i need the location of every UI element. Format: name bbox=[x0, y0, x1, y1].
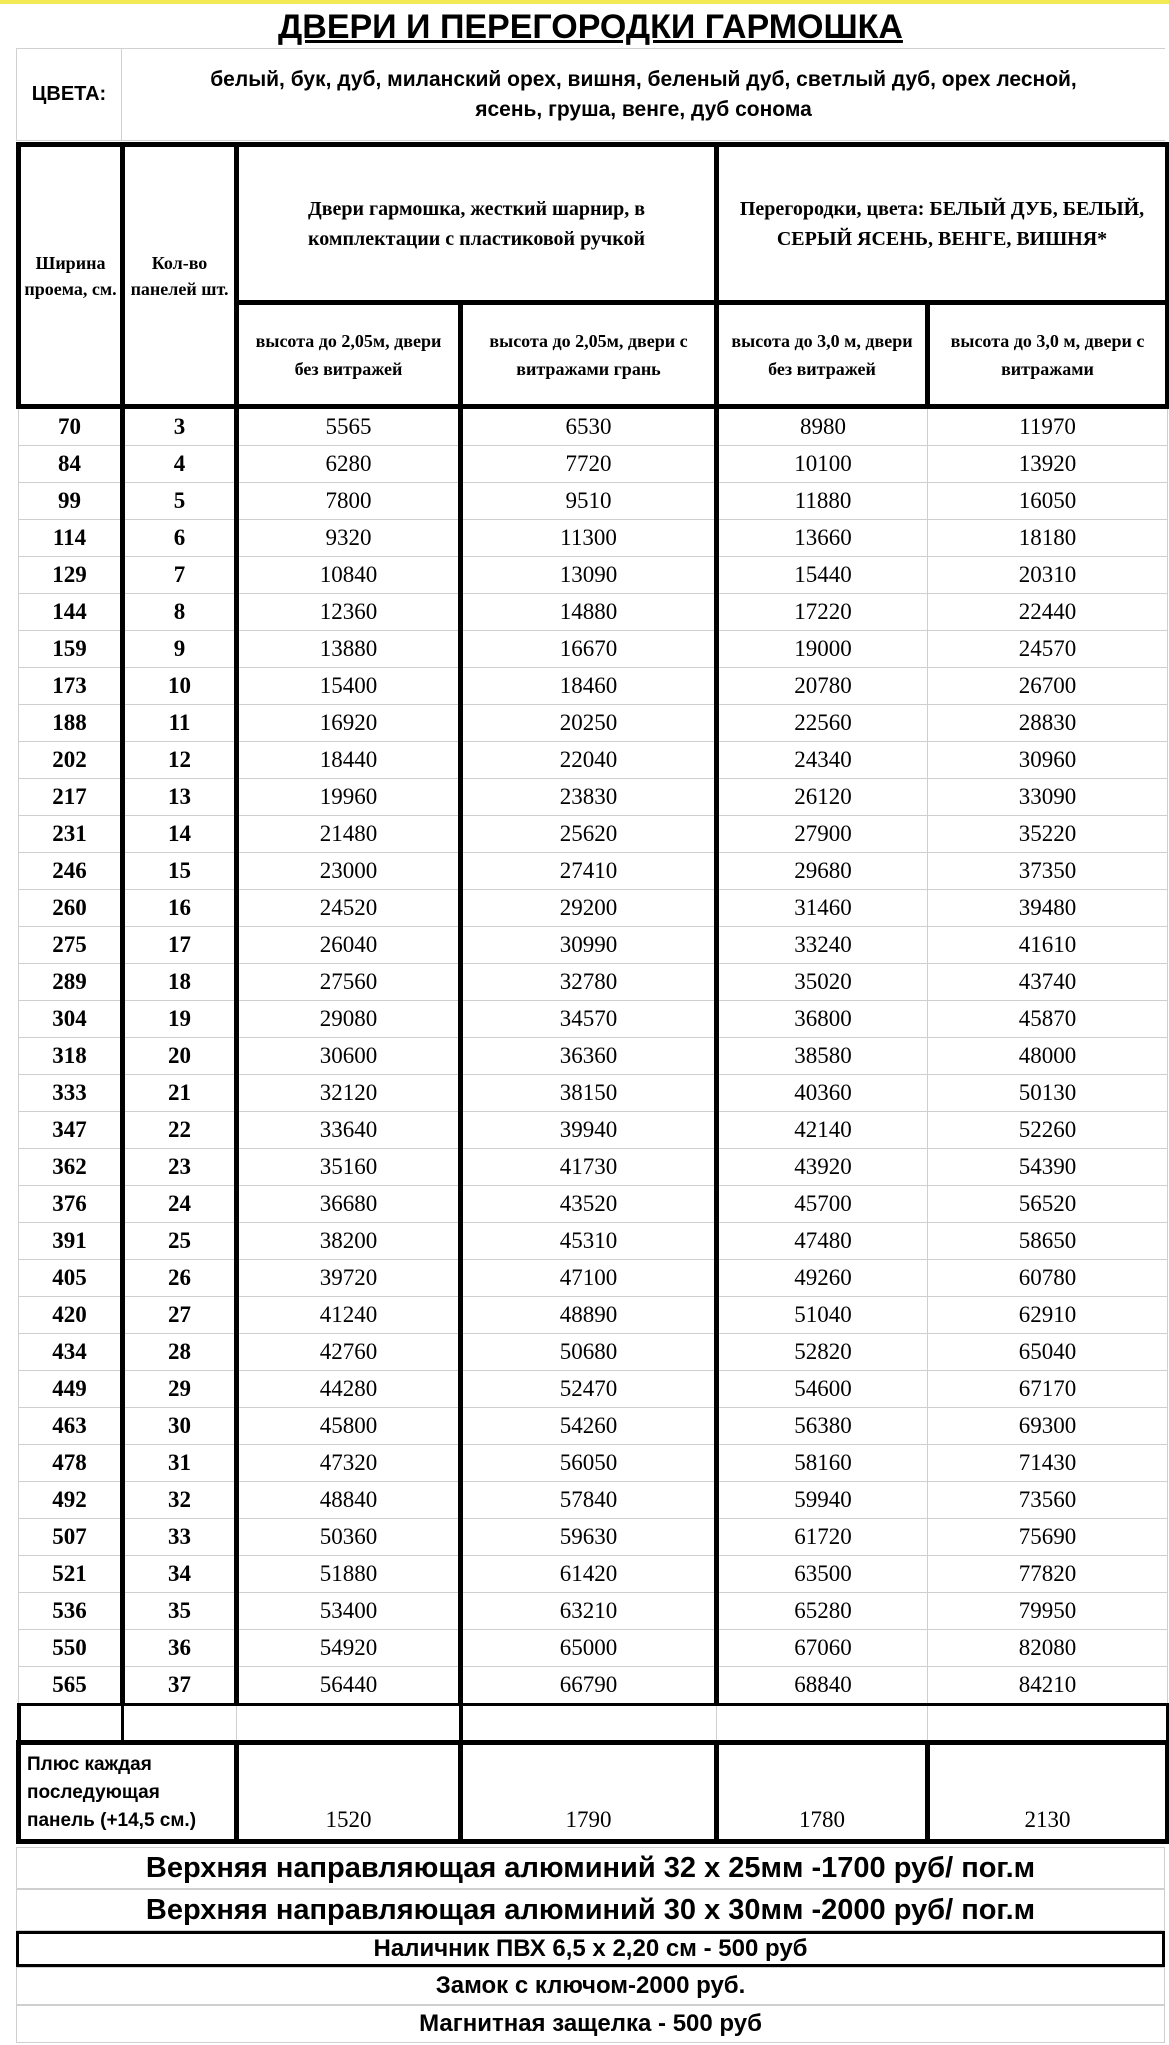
door-glass-price-cell: 63210 bbox=[461, 1593, 717, 1630]
table-row bbox=[19, 816, 1168, 853]
partition-price-cell: 43920 bbox=[717, 1149, 928, 1186]
door-price-cell: 32120 bbox=[237, 1075, 461, 1112]
partition-price-cell: 27900 bbox=[717, 816, 928, 853]
door-price-cell: 7800 bbox=[237, 483, 461, 520]
plus-panel-value: 1780 bbox=[717, 1743, 928, 1842]
door-price-cell: 12360 bbox=[237, 594, 461, 631]
width-cell: 478 bbox=[19, 1445, 123, 1482]
partition-glass-price-cell: 69300 bbox=[928, 1408, 1168, 1445]
door-glass-price-cell: 22040 bbox=[461, 742, 717, 779]
table-row bbox=[19, 927, 1168, 964]
table-row bbox=[19, 1445, 1168, 1482]
door-glass-price-cell: 16670 bbox=[461, 631, 717, 668]
door-price-cell: 29080 bbox=[237, 1001, 461, 1038]
colors-value bbox=[122, 65, 1165, 125]
page-title-text: ДВЕРИ И ПЕРЕГОРОДКИ ГАРМОШКА bbox=[278, 7, 903, 46]
count-cell: 27 bbox=[123, 1297, 237, 1334]
door-price-cell: 48840 bbox=[237, 1482, 461, 1519]
partition-glass-price-cell: 84210 bbox=[928, 1667, 1168, 1705]
partition-glass-price-cell: 75690 bbox=[928, 1519, 1168, 1556]
count-cell: 11 bbox=[123, 705, 237, 742]
table-row bbox=[19, 668, 1168, 705]
partition-glass-price-cell: 41610 bbox=[928, 927, 1168, 964]
partition-price-cell: 10100 bbox=[717, 446, 928, 483]
partition-price-cell: 58160 bbox=[717, 1445, 928, 1482]
count-cell: 9 bbox=[123, 631, 237, 668]
width-cell: 159 bbox=[19, 631, 123, 668]
door-glass-price-cell: 41730 bbox=[461, 1149, 717, 1186]
count-cell: 31 bbox=[123, 1445, 237, 1482]
partition-glass-price-cell: 35220 bbox=[928, 816, 1168, 853]
door-glass-price-cell: 23830 bbox=[461, 779, 717, 816]
door-price-cell: 18440 bbox=[237, 742, 461, 779]
plus-panel-value: 1790 bbox=[461, 1743, 717, 1842]
header-sub-2: высота до 2,05м, двери с витражами грань bbox=[461, 303, 717, 407]
plus-panel-value: 1520 bbox=[237, 1743, 461, 1842]
count-cell: 25 bbox=[123, 1223, 237, 1260]
plus-panel-row bbox=[19, 1743, 1168, 1842]
partition-glass-price-cell: 28830 bbox=[928, 705, 1168, 742]
count-cell: 24 bbox=[123, 1186, 237, 1223]
door-price-cell: 24520 bbox=[237, 890, 461, 927]
table-row bbox=[19, 1223, 1168, 1260]
door-glass-price-cell: 11300 bbox=[461, 520, 717, 557]
width-cell: 144 bbox=[19, 594, 123, 631]
count-cell: 29 bbox=[123, 1371, 237, 1408]
door-price-cell: 23000 bbox=[237, 853, 461, 890]
count-cell: 36 bbox=[123, 1630, 237, 1667]
count-cell: 32 bbox=[123, 1482, 237, 1519]
partition-glass-price-cell: 13920 bbox=[928, 446, 1168, 483]
partition-glass-price-cell: 56520 bbox=[928, 1186, 1168, 1223]
door-glass-price-cell: 29200 bbox=[461, 890, 717, 927]
partition-glass-price-cell: 54390 bbox=[928, 1149, 1168, 1186]
count-cell: 5 bbox=[123, 483, 237, 520]
partition-price-cell: 59940 bbox=[717, 1482, 928, 1519]
door-glass-price-cell: 20250 bbox=[461, 705, 717, 742]
partition-price-cell: 61720 bbox=[717, 1519, 928, 1556]
count-cell: 22 bbox=[123, 1112, 237, 1149]
partition-price-cell: 63500 bbox=[717, 1556, 928, 1593]
door-glass-price-cell: 38150 bbox=[461, 1075, 717, 1112]
table-row bbox=[19, 1112, 1168, 1149]
table-row bbox=[19, 1075, 1168, 1112]
door-glass-price-cell: 9510 bbox=[461, 483, 717, 520]
table-row bbox=[19, 853, 1168, 890]
width-cell: 391 bbox=[19, 1223, 123, 1260]
door-glass-price-cell: 6530 bbox=[461, 407, 717, 446]
width-cell: 347 bbox=[19, 1112, 123, 1149]
partition-price-cell: 15440 bbox=[717, 557, 928, 594]
door-price-cell: 9320 bbox=[237, 520, 461, 557]
count-cell: 35 bbox=[123, 1593, 237, 1630]
partition-glass-price-cell: 71430 bbox=[928, 1445, 1168, 1482]
partition-price-cell: 20780 bbox=[717, 668, 928, 705]
partition-glass-price-cell: 30960 bbox=[928, 742, 1168, 779]
width-cell: 188 bbox=[19, 705, 123, 742]
table-row bbox=[19, 890, 1168, 927]
table-row bbox=[19, 1556, 1168, 1593]
table-row bbox=[19, 446, 1168, 483]
door-glass-price-cell: 43520 bbox=[461, 1186, 717, 1223]
width-cell: 434 bbox=[19, 1334, 123, 1371]
door-glass-price-cell: 66790 bbox=[461, 1667, 717, 1705]
partition-price-cell: 29680 bbox=[717, 853, 928, 890]
width-cell: 304 bbox=[19, 1001, 123, 1038]
width-cell: 420 bbox=[19, 1297, 123, 1334]
door-glass-price-cell: 18460 bbox=[461, 668, 717, 705]
colors-line-2: ясень, груша, венге, дуб сонома bbox=[475, 97, 812, 121]
spacer-row bbox=[19, 1705, 1168, 1743]
partition-glass-price-cell: 73560 bbox=[928, 1482, 1168, 1519]
partition-glass-price-cell: 37350 bbox=[928, 853, 1168, 890]
partition-price-cell: 52820 bbox=[717, 1334, 928, 1371]
width-cell: 333 bbox=[19, 1075, 123, 1112]
width-cell: 405 bbox=[19, 1260, 123, 1297]
partition-glass-price-cell: 45870 bbox=[928, 1001, 1168, 1038]
door-glass-price-cell: 36360 bbox=[461, 1038, 717, 1075]
door-price-cell: 39720 bbox=[237, 1260, 461, 1297]
door-price-cell: 27560 bbox=[237, 964, 461, 1001]
door-price-cell: 38200 bbox=[237, 1223, 461, 1260]
width-cell: 217 bbox=[19, 779, 123, 816]
door-price-cell: 33640 bbox=[237, 1112, 461, 1149]
door-price-cell: 42760 bbox=[237, 1334, 461, 1371]
header-sub-4: высота до 3,0 м, двери с витражами bbox=[928, 303, 1168, 407]
width-cell: 70 bbox=[19, 407, 123, 446]
footer-line-5: Магнитная защелка - 500 руб bbox=[16, 2005, 1165, 2043]
door-price-cell: 54920 bbox=[237, 1630, 461, 1667]
table-row bbox=[19, 594, 1168, 631]
width-cell: 521 bbox=[19, 1556, 123, 1593]
table-row bbox=[19, 742, 1168, 779]
door-price-cell: 13880 bbox=[237, 631, 461, 668]
width-cell: 362 bbox=[19, 1149, 123, 1186]
page-title bbox=[16, 6, 1165, 48]
partition-price-cell: 8980 bbox=[717, 407, 928, 446]
partition-price-cell: 42140 bbox=[717, 1112, 928, 1149]
door-glass-price-cell: 25620 bbox=[461, 816, 717, 853]
door-price-cell: 16920 bbox=[237, 705, 461, 742]
partition-glass-price-cell: 16050 bbox=[928, 483, 1168, 520]
price-table bbox=[16, 142, 1169, 1844]
table-row bbox=[19, 1297, 1168, 1334]
footer-line-1: Верхняя направляющая алюминий 32 х 25мм -1700 руб/ пог.м bbox=[16, 1847, 1165, 1889]
top-accent-line bbox=[0, 0, 1169, 4]
door-glass-price-cell: 30990 bbox=[461, 927, 717, 964]
door-price-cell: 36680 bbox=[237, 1186, 461, 1223]
width-cell: 318 bbox=[19, 1038, 123, 1075]
partition-price-cell: 68840 bbox=[717, 1667, 928, 1705]
partition-price-cell: 11880 bbox=[717, 483, 928, 520]
colors-row bbox=[16, 48, 1165, 141]
spacer-cell bbox=[19, 1705, 123, 1743]
table-row bbox=[19, 1149, 1168, 1186]
count-cell: 37 bbox=[123, 1667, 237, 1705]
partition-price-cell: 22560 bbox=[717, 705, 928, 742]
width-cell: 231 bbox=[19, 816, 123, 853]
table-row bbox=[19, 1593, 1168, 1630]
door-glass-price-cell: 59630 bbox=[461, 1519, 717, 1556]
width-cell: 463 bbox=[19, 1408, 123, 1445]
partition-price-cell: 40360 bbox=[717, 1075, 928, 1112]
door-glass-price-cell: 52470 bbox=[461, 1371, 717, 1408]
count-cell: 6 bbox=[123, 520, 237, 557]
door-price-cell: 5565 bbox=[237, 407, 461, 446]
partition-glass-price-cell: 39480 bbox=[928, 890, 1168, 927]
header-width: Ширина проема, см. bbox=[19, 145, 123, 407]
table-row bbox=[19, 1001, 1168, 1038]
door-price-cell: 50360 bbox=[237, 1519, 461, 1556]
partition-glass-price-cell: 24570 bbox=[928, 631, 1168, 668]
width-cell: 260 bbox=[19, 890, 123, 927]
door-price-cell: 47320 bbox=[237, 1445, 461, 1482]
table-row bbox=[19, 1334, 1168, 1371]
door-glass-price-cell: 45310 bbox=[461, 1223, 717, 1260]
width-cell: 246 bbox=[19, 853, 123, 890]
width-cell: 449 bbox=[19, 1371, 123, 1408]
partition-glass-price-cell: 20310 bbox=[928, 557, 1168, 594]
spacer-cell bbox=[461, 1705, 717, 1743]
width-cell: 173 bbox=[19, 668, 123, 705]
partition-glass-price-cell: 11970 bbox=[928, 407, 1168, 446]
table-row bbox=[19, 1630, 1168, 1667]
width-cell: 275 bbox=[19, 927, 123, 964]
count-cell: 14 bbox=[123, 816, 237, 853]
footer-line-2: Верхняя направляющая алюминий 30 х 30мм -2000 руб/ пог.м bbox=[16, 1889, 1165, 1931]
table-row bbox=[19, 1408, 1168, 1445]
partition-glass-price-cell: 50130 bbox=[928, 1075, 1168, 1112]
partition-price-cell: 17220 bbox=[717, 594, 928, 631]
width-cell: 492 bbox=[19, 1482, 123, 1519]
partition-glass-price-cell: 67170 bbox=[928, 1371, 1168, 1408]
table-row bbox=[19, 1667, 1168, 1705]
table-row bbox=[19, 1038, 1168, 1075]
table-row bbox=[19, 1482, 1168, 1519]
partition-glass-price-cell: 26700 bbox=[928, 668, 1168, 705]
count-cell: 28 bbox=[123, 1334, 237, 1371]
partition-price-cell: 31460 bbox=[717, 890, 928, 927]
partition-glass-price-cell: 79950 bbox=[928, 1593, 1168, 1630]
count-cell: 26 bbox=[123, 1260, 237, 1297]
door-glass-price-cell: 27410 bbox=[461, 853, 717, 890]
partition-price-cell: 67060 bbox=[717, 1630, 928, 1667]
table-row bbox=[19, 557, 1168, 594]
partition-price-cell: 65280 bbox=[717, 1593, 928, 1630]
door-price-cell: 6280 bbox=[237, 446, 461, 483]
table-row bbox=[19, 1260, 1168, 1297]
header-sub-1: высота до 2,05м, двери без витражей bbox=[237, 303, 461, 407]
footer-line-3: Наличник ПВХ 6,5 х 2,20 см - 500 руб bbox=[16, 1931, 1165, 1967]
door-glass-price-cell: 7720 bbox=[461, 446, 717, 483]
width-cell: 550 bbox=[19, 1630, 123, 1667]
door-glass-price-cell: 34570 bbox=[461, 1001, 717, 1038]
plus-panel-label: Плюс каждая последующая панель (+14,5 см.) bbox=[19, 1743, 237, 1842]
partition-price-cell: 35020 bbox=[717, 964, 928, 1001]
table-row bbox=[19, 520, 1168, 557]
door-glass-price-cell: 57840 bbox=[461, 1482, 717, 1519]
header-doors: Двери гармошка, жесткий шарнир, в комплектации с пластиковой ручкой bbox=[237, 145, 717, 303]
width-cell: 565 bbox=[19, 1667, 123, 1705]
count-cell: 12 bbox=[123, 742, 237, 779]
table-row bbox=[19, 705, 1168, 742]
door-glass-price-cell: 47100 bbox=[461, 1260, 717, 1297]
door-price-cell: 44280 bbox=[237, 1371, 461, 1408]
footer-line-4: Замок с ключом-2000 руб. bbox=[16, 1967, 1165, 2005]
door-price-cell: 35160 bbox=[237, 1149, 461, 1186]
count-cell: 20 bbox=[123, 1038, 237, 1075]
count-cell: 17 bbox=[123, 927, 237, 964]
partition-price-cell: 36800 bbox=[717, 1001, 928, 1038]
partition-glass-price-cell: 48000 bbox=[928, 1038, 1168, 1075]
door-glass-price-cell: 61420 bbox=[461, 1556, 717, 1593]
door-price-cell: 56440 bbox=[237, 1667, 461, 1705]
spacer-cell bbox=[928, 1705, 1168, 1743]
door-glass-price-cell: 39940 bbox=[461, 1112, 717, 1149]
count-cell: 30 bbox=[123, 1408, 237, 1445]
door-price-cell: 51880 bbox=[237, 1556, 461, 1593]
door-glass-price-cell: 50680 bbox=[461, 1334, 717, 1371]
header-partitions: Перегородки, цвета: БЕЛЫЙ ДУБ, БЕЛЫЙ, СЕРЫЙ ЯСЕНЬ, ВЕНГЕ, ВИШНЯ* bbox=[717, 145, 1168, 303]
colors-line-1: белый, бук, дуб, миланский орех, вишня, беленый дуб, светлый дуб, орех лесной, bbox=[210, 67, 1077, 91]
partition-glass-price-cell: 22440 bbox=[928, 594, 1168, 631]
spacer-cell bbox=[237, 1705, 461, 1743]
count-cell: 16 bbox=[123, 890, 237, 927]
partition-price-cell: 33240 bbox=[717, 927, 928, 964]
door-price-cell: 53400 bbox=[237, 1593, 461, 1630]
count-cell: 7 bbox=[123, 557, 237, 594]
table-row bbox=[19, 779, 1168, 816]
partition-price-cell: 24340 bbox=[717, 742, 928, 779]
door-price-cell: 41240 bbox=[237, 1297, 461, 1334]
width-cell: 129 bbox=[19, 557, 123, 594]
door-glass-price-cell: 56050 bbox=[461, 1445, 717, 1482]
colors-label: ЦВЕТА: bbox=[17, 49, 122, 140]
door-price-cell: 15400 bbox=[237, 668, 461, 705]
partition-glass-price-cell: 33090 bbox=[928, 779, 1168, 816]
width-cell: 376 bbox=[19, 1186, 123, 1223]
partition-glass-price-cell: 65040 bbox=[928, 1334, 1168, 1371]
table-row bbox=[19, 1371, 1168, 1408]
count-cell: 19 bbox=[123, 1001, 237, 1038]
width-cell: 84 bbox=[19, 446, 123, 483]
partition-price-cell: 45700 bbox=[717, 1186, 928, 1223]
count-cell: 13 bbox=[123, 779, 237, 816]
count-cell: 10 bbox=[123, 668, 237, 705]
door-price-cell: 19960 bbox=[237, 779, 461, 816]
door-price-cell: 10840 bbox=[237, 557, 461, 594]
partition-glass-price-cell: 43740 bbox=[928, 964, 1168, 1001]
count-cell: 3 bbox=[123, 407, 237, 446]
partition-glass-price-cell: 52260 bbox=[928, 1112, 1168, 1149]
partition-glass-price-cell: 58650 bbox=[928, 1223, 1168, 1260]
plus-panel-value: 2130 bbox=[928, 1743, 1168, 1842]
door-glass-price-cell: 13090 bbox=[461, 557, 717, 594]
count-cell: 21 bbox=[123, 1075, 237, 1112]
partition-price-cell: 54600 bbox=[717, 1371, 928, 1408]
table-row bbox=[19, 1519, 1168, 1556]
partition-glass-price-cell: 18180 bbox=[928, 520, 1168, 557]
partition-price-cell: 49260 bbox=[717, 1260, 928, 1297]
table-row bbox=[19, 483, 1168, 520]
width-cell: 114 bbox=[19, 520, 123, 557]
spacer-cell bbox=[717, 1705, 928, 1743]
count-cell: 34 bbox=[123, 1556, 237, 1593]
spacer-cell bbox=[123, 1705, 237, 1743]
width-cell: 289 bbox=[19, 964, 123, 1001]
width-cell: 99 bbox=[19, 483, 123, 520]
door-glass-price-cell: 48890 bbox=[461, 1297, 717, 1334]
partition-glass-price-cell: 62910 bbox=[928, 1297, 1168, 1334]
width-cell: 507 bbox=[19, 1519, 123, 1556]
door-glass-price-cell: 65000 bbox=[461, 1630, 717, 1667]
partition-price-cell: 13660 bbox=[717, 520, 928, 557]
partition-price-cell: 19000 bbox=[717, 631, 928, 668]
partition-price-cell: 47480 bbox=[717, 1223, 928, 1260]
count-cell: 8 bbox=[123, 594, 237, 631]
door-glass-price-cell: 54260 bbox=[461, 1408, 717, 1445]
header-count: Кол-во панелей шт. bbox=[123, 145, 237, 407]
partition-glass-price-cell: 77820 bbox=[928, 1556, 1168, 1593]
door-glass-price-cell: 14880 bbox=[461, 594, 717, 631]
table-row bbox=[19, 1186, 1168, 1223]
partition-glass-price-cell: 82080 bbox=[928, 1630, 1168, 1667]
partition-price-cell: 38580 bbox=[717, 1038, 928, 1075]
table-row bbox=[19, 631, 1168, 668]
partition-price-cell: 56380 bbox=[717, 1408, 928, 1445]
door-price-cell: 26040 bbox=[237, 927, 461, 964]
door-glass-price-cell: 32780 bbox=[461, 964, 717, 1001]
partition-glass-price-cell: 60780 bbox=[928, 1260, 1168, 1297]
count-cell: 33 bbox=[123, 1519, 237, 1556]
partition-price-cell: 51040 bbox=[717, 1297, 928, 1334]
table-row bbox=[19, 964, 1168, 1001]
header-sub-3: высота до 3,0 м, двери без витражей bbox=[717, 303, 928, 407]
door-price-cell: 30600 bbox=[237, 1038, 461, 1075]
count-cell: 15 bbox=[123, 853, 237, 890]
count-cell: 4 bbox=[123, 446, 237, 483]
width-cell: 202 bbox=[19, 742, 123, 779]
door-price-cell: 45800 bbox=[237, 1408, 461, 1445]
width-cell: 536 bbox=[19, 1593, 123, 1630]
partition-price-cell: 26120 bbox=[717, 779, 928, 816]
table-row bbox=[19, 407, 1168, 446]
count-cell: 18 bbox=[123, 964, 237, 1001]
count-cell: 23 bbox=[123, 1149, 237, 1186]
door-price-cell: 21480 bbox=[237, 816, 461, 853]
